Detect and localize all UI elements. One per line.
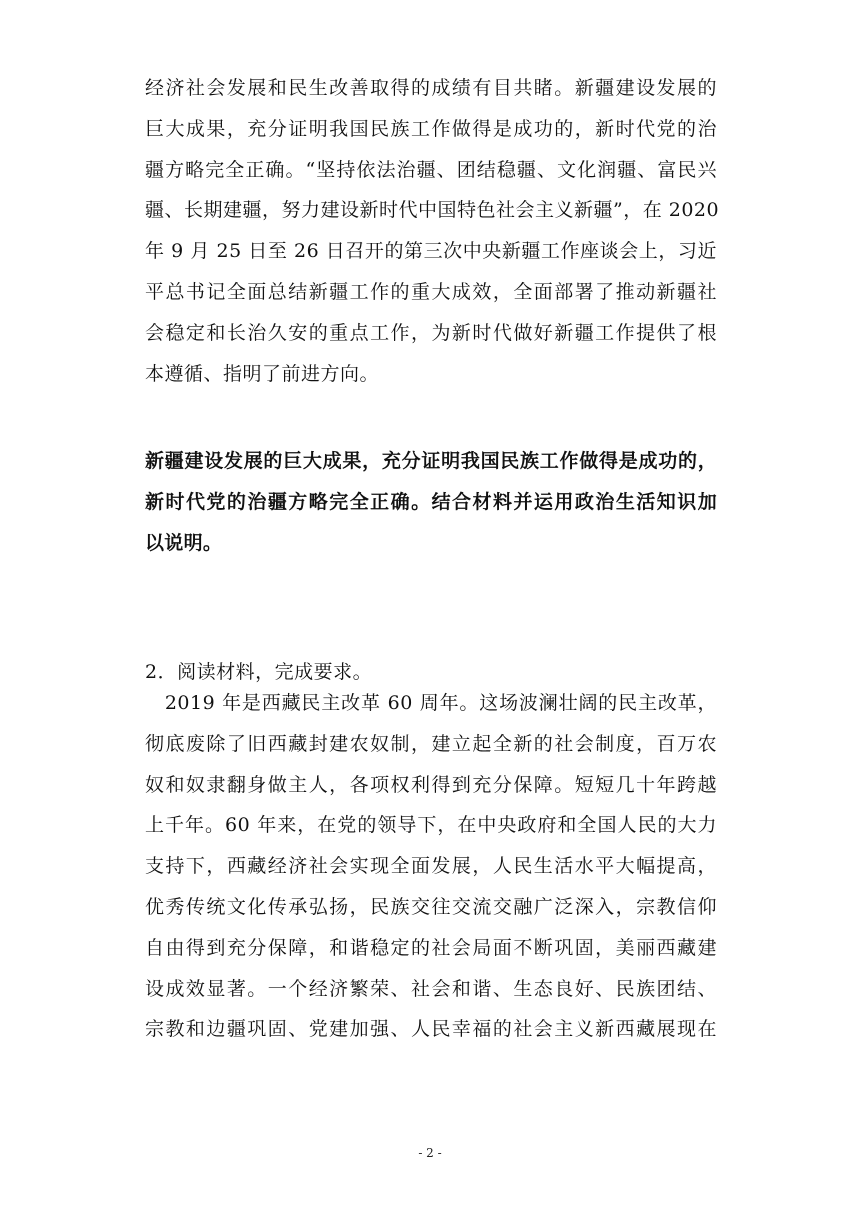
text-line: 经济社会发展和民生改善取得的成绩有目共睹。新疆建设发展的 xyxy=(145,77,717,99)
text-line: 奴和奴隶翻身做主人，各项权利得到充分保障。短短几十年跨越 xyxy=(145,773,717,796)
text-line: 彻底废除了旧西藏封建农奴制，建立起全新的社会制度，百万农 xyxy=(145,732,717,755)
text-line: 年 9 月 25 日至 26 日召开的第三次中央新疆工作座谈会上，习近 xyxy=(145,240,717,263)
page-number: - 2 - xyxy=(418,1146,442,1160)
text-line: 会稳定和长治久安的重点工作，为新时代做好新疆工作提供了根 xyxy=(145,321,717,344)
question-1-prompt xyxy=(145,441,717,563)
text-line: 本遵循、指明了前进方向。 xyxy=(145,362,380,385)
material-paragraph-xinjiang xyxy=(145,68,720,394)
text-line: 宗教和边疆巩固、党建加强、人民幸福的社会主义新西藏展现在 xyxy=(145,1018,717,1041)
question-line: 以说明。 xyxy=(145,531,223,554)
text-line: 疆、长期建疆，努力建设新时代中国特色社会主义新疆”，在 2020 xyxy=(145,199,720,222)
text-line: 平总书记全面总结新疆工作的重大成效，全面部署了推动新疆社 xyxy=(145,280,717,303)
question-line: 新疆建设发展的巨大成果，充分证明我国民族工作做得是成功的， xyxy=(145,450,717,472)
text-line: 优秀传统文化传承弘扬，民族交往交流交融广泛深入，宗教信仰 xyxy=(145,895,717,918)
text-line: 支持下，西藏经济社会实现全面发展，人民生活水平大幅提高， xyxy=(145,855,717,878)
text-line: 设成效显著。一个经济繁荣、社会和谐、生态良好、民族团结、 xyxy=(145,977,717,1000)
question-2-heading: 2．阅读材料，完成要求。 xyxy=(145,661,373,683)
text-line: 疆方略完全正确。“坚持依法治疆、团结稳疆、文化润疆、富民兴 xyxy=(145,158,717,181)
material-paragraph-tibet xyxy=(145,683,717,1050)
text-line: 2019 年是西藏民主改革 60 周年。这场波澜壮阔的民主改革， xyxy=(145,692,717,714)
text-line: 上千年。60 年来，在党的领导下，在中央政府和全国人民的大力 xyxy=(145,814,717,837)
text-line: 巨大成果，充分证明我国民族工作做得是成功的，新时代党的治 xyxy=(145,117,717,140)
text-line: 自由得到充分保障，和谐稳定的社会局面不断巩固，美丽西藏建 xyxy=(145,936,717,959)
question-line: 新时代党的治疆方略完全正确。结合材料并运用政治生活知识加 xyxy=(145,490,717,513)
